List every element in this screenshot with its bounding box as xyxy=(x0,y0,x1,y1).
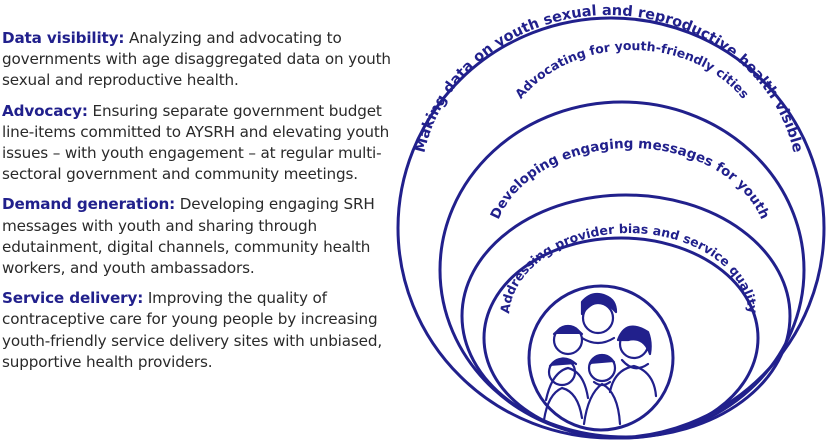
para-heading: Demand generation: xyxy=(2,195,176,214)
para-heading: Service delivery: xyxy=(2,289,144,308)
ring-label-demand xyxy=(487,136,772,222)
youth-group-icon xyxy=(544,294,656,424)
nested-circles-diagram xyxy=(396,0,829,443)
ring-label-advocacy-path: Advocating for youth-friendly cities xyxy=(511,37,753,102)
para-body: Ensuring separate government budget line-items committed to AYSRH and elevating youth issues – with youth engagement – at regular multi-sectoral government and community meetings. xyxy=(2,101,390,184)
para-body: Analyzing and advocating to governments with age disaggregated data on youth sexual and reproductive health. xyxy=(2,29,391,90)
para-service-delivery xyxy=(2,288,394,373)
para-data-visibility xyxy=(2,28,394,92)
para-advocacy xyxy=(2,101,394,186)
ring-label-data-path: Making data on youth sexual and reproductive health visible xyxy=(412,2,806,155)
para-heading: Data visibility: xyxy=(2,29,125,47)
ring-label-demand-path: Developing engaging messages for youth xyxy=(487,135,773,222)
description-column xyxy=(2,28,394,382)
para-body: Developing engaging SRH messages with youth and sharing through edutainment, digital channels, community health workers, and youth ambassadors. xyxy=(2,195,375,278)
ring-label-data xyxy=(413,3,806,154)
para-body: Improving the quality of contraceptive care for young people by increasing youth-friendly service delivery sites with unbiased, supportive health providers. xyxy=(2,289,383,371)
ring-label-service-path: Addressing provider bias and service quality xyxy=(497,220,761,315)
para-demand-generation xyxy=(2,194,394,279)
para-heading: Advocacy: xyxy=(2,101,88,120)
ring-label-service xyxy=(497,221,761,314)
